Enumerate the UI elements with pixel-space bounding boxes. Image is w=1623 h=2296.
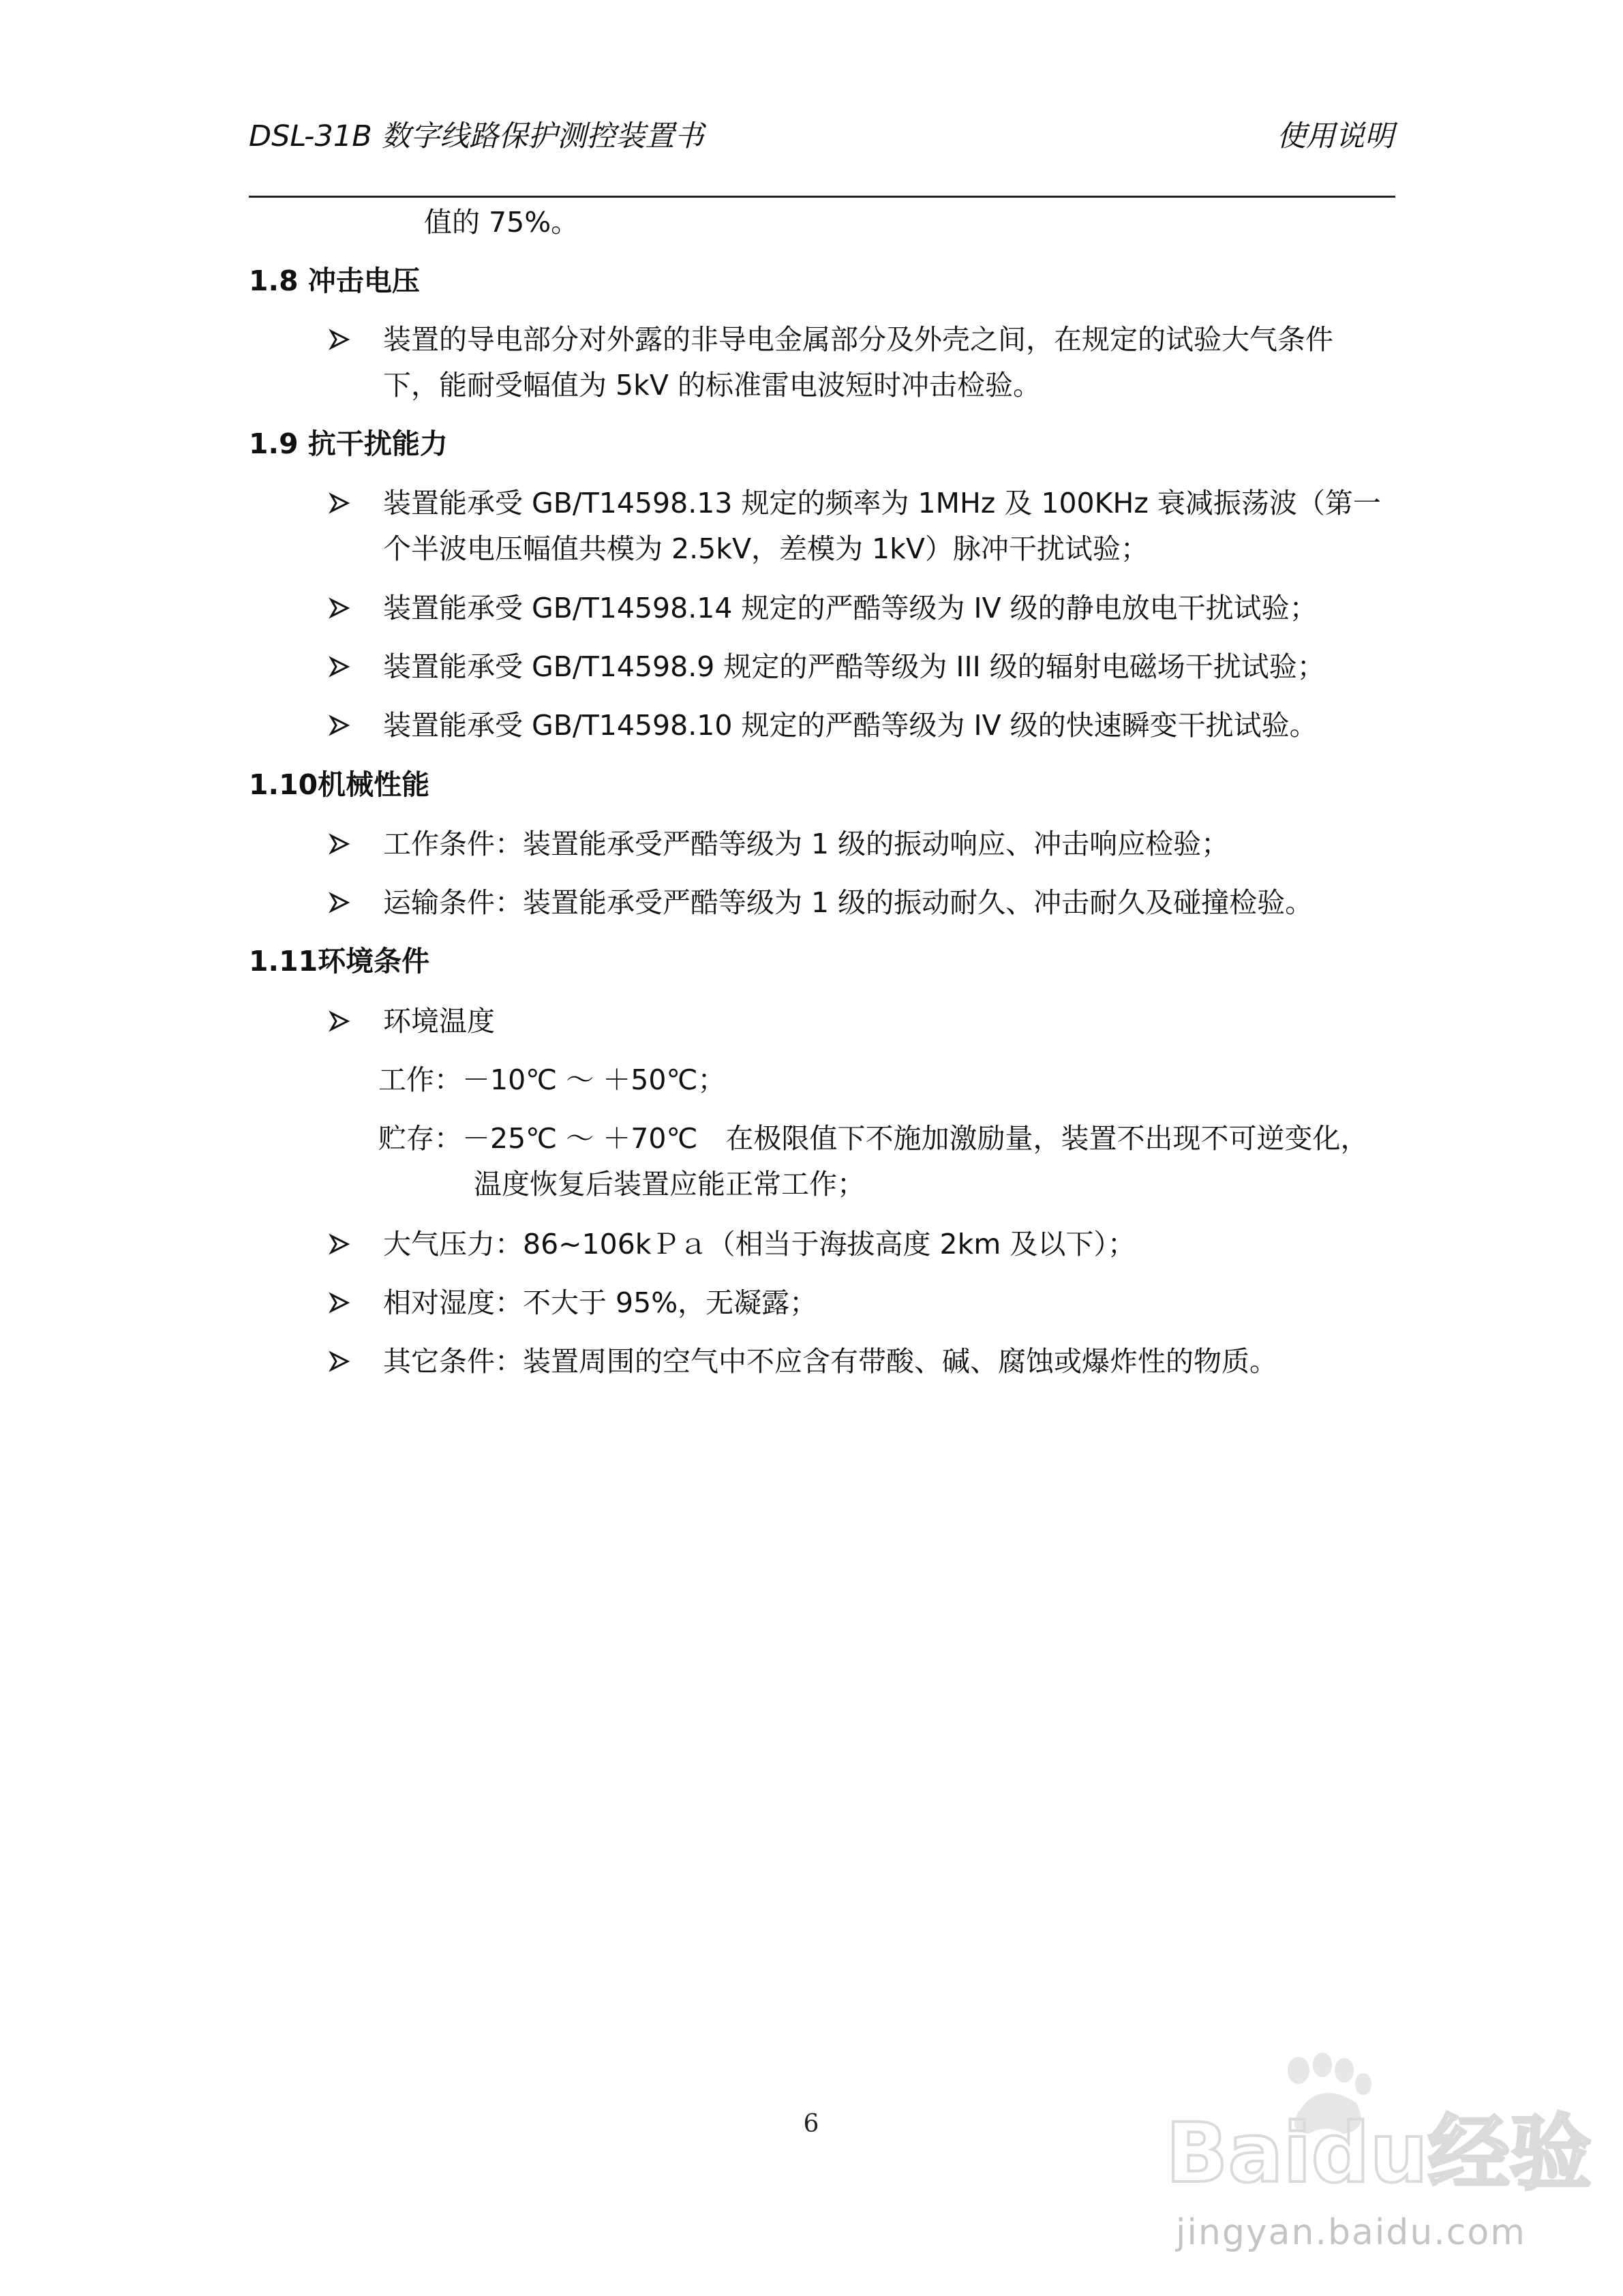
section-heading-1-10: 1.10机械性能 — [249, 768, 430, 801]
header-rule — [249, 196, 1395, 198]
watermark-domain: jingyan.baidu.com — [1176, 2212, 1526, 2253]
list-item-text: 大气压力：86~106kＰａ（相当于海拔高度 2km 及以下）； — [383, 1228, 1136, 1260]
continuation-line: 值的 75%。 — [424, 206, 579, 239]
header-right-label: 使用说明 — [1277, 119, 1394, 153]
section-heading-1-11: 1.11环境条件 — [249, 945, 430, 978]
list-item-text-cont: 个半波电压幅值共模为 2.5kV，差模为 1kV）脉冲干扰试验； — [383, 532, 1149, 565]
list-item-text: 相对湿度：不大于 95%，无凝露； — [383, 1286, 818, 1319]
list-item-text-cont: 下，能耐受幅值为 5kV 的标准雷电波短时冲击检验。 — [383, 369, 1041, 402]
bullet-arrow-icon — [327, 491, 352, 515]
watermark-brand-text: Baidu经验 — [1166, 2106, 1592, 2201]
header-title: DSL-31B 数字线路保护测控装置书 — [249, 119, 704, 153]
temperature-storage-cont: 温度恢复后装置应能正常工作； — [474, 1168, 865, 1200]
list-item-text: 环境温度 — [383, 1005, 495, 1038]
list-item-text: 装置的导电部分对外露的非导电金属部分及外壳之间，在规定的试验大气条件 — [383, 323, 1333, 356]
list-item-text: 其它条件：装置周围的空气中不应含有带酸、碱、腐蚀或爆炸性的物质。 — [383, 1345, 1277, 1378]
bullet-arrow-icon — [327, 1232, 352, 1256]
list-item-text: 装置能承受 GB/T14598.14 规定的严酷等级为 IV 级的静电放电干扰试验； — [383, 592, 1318, 624]
bullet-arrow-icon — [327, 654, 352, 679]
section-heading-1-9: 1.9 抗干扰能力 — [249, 427, 448, 460]
temperature-work: 工作：－10℃ ～ ＋50℃； — [378, 1063, 726, 1096]
list-item-text: 工作条件：装置能承受严酷等级为 1 级的振动响应、冲击响应检验； — [383, 828, 1230, 860]
page-number: 6 — [803, 2110, 819, 2138]
bullet-arrow-icon — [327, 832, 352, 856]
list-item-text: 装置能承受 GB/T14598.9 规定的严酷等级为 III 级的辐射电磁场干扰试验； — [383, 650, 1325, 683]
bullet-arrow-icon — [327, 890, 352, 915]
list-item-text: 装置能承受 GB/T14598.13 规定的频率为 1MHz 及 100KHz 衰减振荡波（第一 — [383, 487, 1381, 519]
bullet-arrow-icon — [327, 713, 352, 738]
section-heading-1-8: 1.8 冲击电压 — [249, 265, 420, 297]
bullet-arrow-icon — [327, 596, 352, 620]
temperature-storage: 贮存：－25℃ ～ ＋70℃ 在极限值下不施加激励量，装置不出现不可逆变化， — [378, 1122, 1369, 1155]
bullet-arrow-icon — [327, 1349, 352, 1374]
list-item-text: 装置能承受 GB/T14598.10 规定的严酷等级为 IV 级的快速瞬变干扰试验。 — [383, 709, 1318, 742]
bullet-arrow-icon — [327, 1290, 352, 1315]
bullet-arrow-icon — [327, 1009, 352, 1033]
bullet-arrow-icon — [327, 327, 352, 352]
list-item-text: 运输条件：装置能承受严酷等级为 1 级的振动耐久、冲击耐久及碰撞检验。 — [383, 886, 1314, 919]
